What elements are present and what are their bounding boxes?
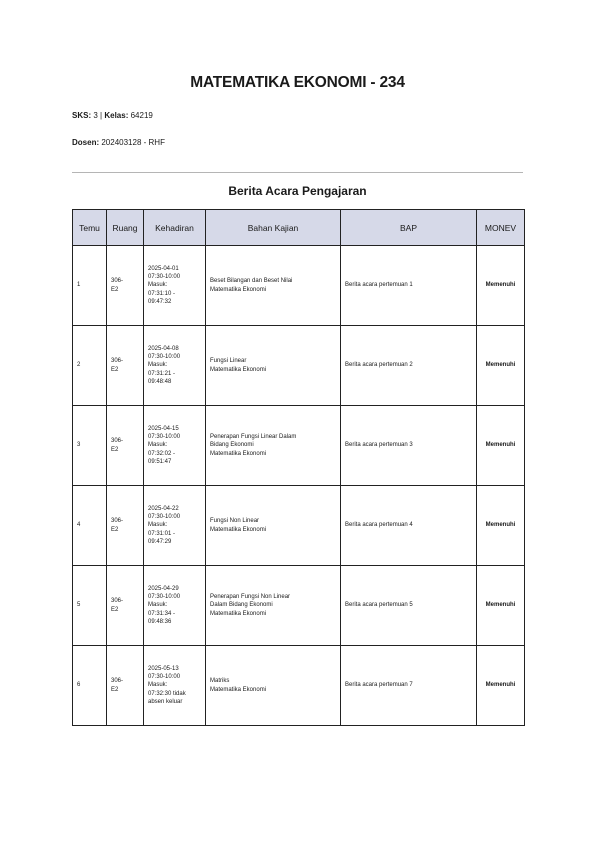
ruang-line: E2	[111, 606, 119, 613]
kehadiran-line: 2025-05-13	[148, 666, 179, 673]
kehadiran-line: Masuk:	[148, 682, 168, 689]
cell-bahan-kajian	[206, 246, 341, 326]
cell-temu: 5	[73, 566, 107, 646]
bahan-line: Matematika Ekonomi	[210, 610, 267, 617]
kehadiran-line: 09:51:47	[148, 458, 172, 465]
cell-ruang	[107, 326, 144, 406]
kehadiran-line: 2025-04-01	[148, 266, 179, 273]
course-title: MATEMATIKA EKONOMI - 234	[190, 74, 405, 91]
ruang-line: E2	[111, 286, 119, 293]
bahan-line: Matriks	[210, 678, 230, 685]
kehadiran-line: 07:30-10:00	[148, 434, 181, 441]
header-bap: BAP	[341, 210, 477, 246]
header-kehadiran: Kehadiran	[144, 210, 206, 246]
kehadiran-line: 2025-04-29	[148, 586, 179, 593]
dosen-label: Dosen:	[72, 138, 100, 147]
cell-bahan-kajian	[206, 406, 341, 486]
cell-kehadiran	[144, 406, 206, 486]
cell-bap-link[interactable]: Berita acara pertemuan 5	[341, 566, 477, 646]
cell-ruang	[107, 486, 144, 566]
cell-temu: 1	[73, 246, 107, 326]
sks-label: SKS:	[72, 111, 92, 120]
cell-monev: Memenuhi	[477, 326, 525, 406]
meta-separator: |	[100, 111, 103, 120]
sks-value: 3	[93, 111, 98, 120]
kehadiran-line: 09:47:32	[148, 298, 172, 305]
cell-monev: Memenuhi	[477, 246, 525, 326]
table-header-row	[73, 210, 525, 246]
cell-ruang	[107, 566, 144, 646]
kehadiran-line: 07:30-10:00	[148, 674, 181, 681]
divider	[72, 172, 523, 173]
kehadiran-line: Masuk:	[148, 362, 168, 369]
kehadiran-line: Masuk:	[148, 522, 168, 529]
cell-kehadiran	[144, 326, 206, 406]
kehadiran-line: 2025-04-22	[148, 506, 179, 513]
cell-bap-link[interactable]: Berita acara pertemuan 4	[341, 486, 477, 566]
bahan-line: Fungsi Non Linear	[210, 518, 260, 525]
table-row	[73, 406, 525, 486]
header-monev: MONEV	[477, 210, 525, 246]
ruang-line: E2	[111, 526, 119, 533]
cell-bahan-kajian	[206, 486, 341, 566]
kelas-value: 64219	[130, 111, 153, 120]
kehadiran-line: 07:31:10 -	[148, 290, 176, 297]
kehadiran-line: 07:32:30 tidak	[148, 690, 186, 697]
cell-temu: 4	[73, 486, 107, 566]
kehadiran-line: Masuk:	[148, 442, 168, 449]
cell-ruang	[107, 246, 144, 326]
kehadiran-line: 09:48:48	[148, 378, 172, 385]
table-row	[73, 486, 525, 566]
cell-monev: Memenuhi	[477, 566, 525, 646]
kehadiran-line: Masuk:	[148, 282, 168, 289]
ruang-line: 306-	[111, 278, 124, 285]
ruang-line: E2	[111, 446, 119, 453]
table-row	[73, 646, 525, 726]
bahan-line: Matematika Ekonomi	[210, 286, 267, 293]
cell-bap-link[interactable]: Berita acara pertemuan 7	[341, 646, 477, 726]
ruang-line: 306-	[111, 678, 124, 685]
kehadiran-line: 07:31:01 -	[148, 530, 176, 537]
cell-monev: Memenuhi	[477, 646, 525, 726]
cell-bap-link[interactable]: Berita acara pertemuan 3	[341, 406, 477, 486]
header-temu: Temu	[73, 210, 107, 246]
ruang-line: E2	[111, 686, 119, 693]
kehadiran-line: 07:32:02 -	[148, 450, 176, 457]
kehadiran-line: 07:30-10:00	[148, 514, 181, 521]
cell-ruang	[107, 406, 144, 486]
cell-kehadiran	[144, 566, 206, 646]
cell-kehadiran	[144, 646, 206, 726]
cell-kehadiran	[144, 486, 206, 566]
bahan-line: Penerapan Fungsi Non Linear	[210, 594, 291, 601]
cell-bahan-kajian	[206, 646, 341, 726]
course-meta-sks-kelas	[72, 111, 153, 120]
table-row	[73, 566, 525, 646]
bahan-line: Beset Bilangan dan Beset Nilai	[210, 278, 293, 285]
bahan-line: Bidang Ekonomi	[210, 442, 254, 449]
kehadiran-line: Masuk:	[148, 602, 168, 609]
cell-bap-link[interactable]: Berita acara pertemuan 2	[341, 326, 477, 406]
cell-temu: 3	[73, 406, 107, 486]
cell-temu: 2	[73, 326, 107, 406]
cell-bap-link[interactable]: Berita acara pertemuan 1	[341, 246, 477, 326]
bahan-line: Fungsi Linear	[210, 358, 247, 365]
bahan-line: Dalam Bidang Ekonomi	[210, 602, 273, 609]
kehadiran-line: 07:30-10:00	[148, 274, 181, 281]
cell-bahan-kajian	[206, 566, 341, 646]
bahan-line: Matematika Ekonomi	[210, 526, 267, 533]
kehadiran-line: 2025-04-15	[148, 426, 179, 433]
cell-kehadiran	[144, 246, 206, 326]
kehadiran-line: 07:30-10:00	[148, 354, 181, 361]
cell-monev: Memenuhi	[477, 486, 525, 566]
bahan-line: Penerapan Fungsi Linear Dalam	[210, 434, 297, 441]
bahan-line: Matematika Ekonomi	[210, 450, 267, 457]
ruang-line: 306-	[111, 518, 124, 525]
cell-monev: Memenuhi	[477, 406, 525, 486]
kehadiran-line: 07:31:34 -	[148, 610, 176, 617]
kehadiran-line: 07:30-10:00	[148, 594, 181, 601]
kehadiran-line: 09:48:36	[148, 618, 172, 625]
cell-ruang	[107, 646, 144, 726]
ruang-line: 306-	[111, 358, 124, 365]
ruang-line: 306-	[111, 438, 124, 445]
course-meta-dosen	[72, 138, 165, 147]
kehadiran-line: 2025-04-08	[148, 346, 179, 353]
ruang-line: E2	[111, 366, 119, 373]
header-bahan-kajian: Bahan Kajian	[206, 210, 341, 246]
dosen-value: 202403128 - RHF	[101, 138, 165, 147]
kehadiran-line: 07:31:21 -	[148, 370, 176, 377]
kehadiran-line: 09:47:29	[148, 538, 172, 545]
kehadiran-line: absen keluar	[148, 698, 183, 705]
cell-bahan-kajian	[206, 326, 341, 406]
kelas-label: Kelas:	[104, 111, 129, 120]
bap-table	[72, 209, 525, 726]
table-row	[73, 326, 525, 406]
table-row	[73, 246, 525, 326]
bahan-line: Matematika Ekonomi	[210, 366, 267, 373]
bahan-line: Matematika Ekonomi	[210, 686, 267, 693]
section-title: Berita Acara Pengajaran	[228, 184, 367, 198]
header-ruang: Ruang	[107, 210, 144, 246]
ruang-line: 306-	[111, 598, 124, 605]
cell-temu: 6	[73, 646, 107, 726]
